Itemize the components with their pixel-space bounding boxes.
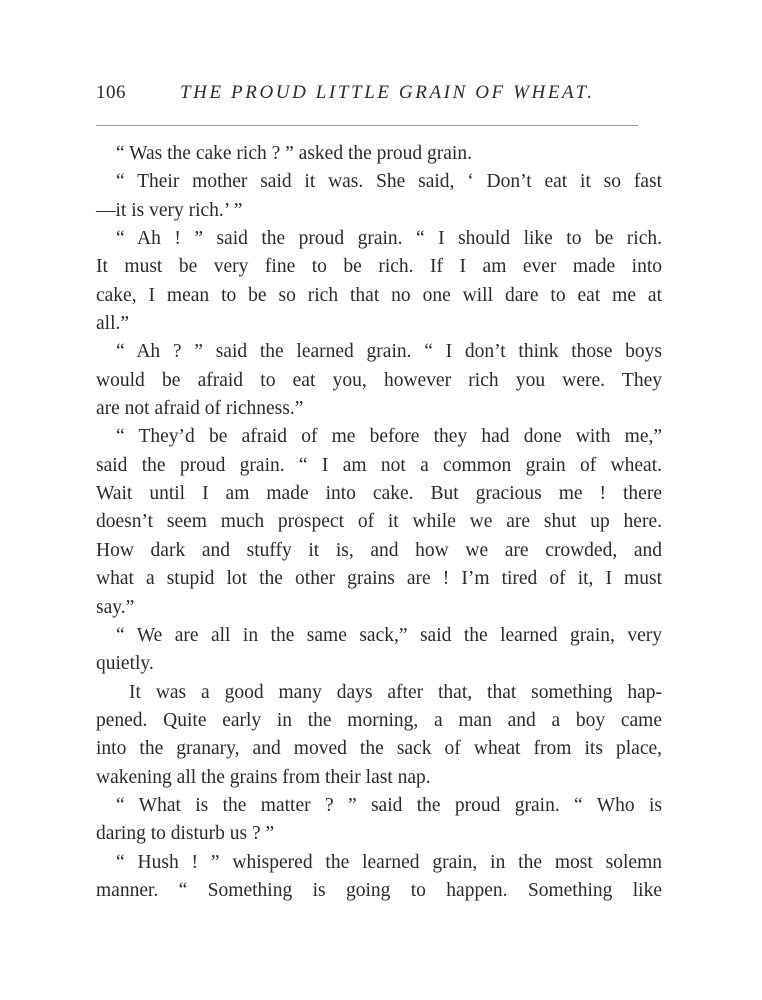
body-text [96, 140, 662, 905]
text-line: “ Hush ! ” whispered the learned grain, in the most solemn [116, 851, 662, 873]
running-head [96, 82, 636, 110]
text-line: into the granary, and moved the sack of wheat from its place, [96, 738, 662, 760]
running-title: THE PROUD LITTLE GRAIN OF WHEAT. [180, 82, 595, 103]
text-line: what a stupid lot the other grains are ! I’m tired of it, I must [96, 568, 662, 590]
text-line: It must be very fine to be rich. If I am ever made into [96, 256, 662, 278]
text-line: It was a good many days after that, that something hap- [129, 681, 662, 703]
page-number: 106 [96, 82, 126, 103]
text-line: said the proud grain. “ I am not a common grain of wheat. [96, 454, 662, 476]
text-line: quietly. [96, 653, 154, 675]
text-line: How dark and stuffy it is, and how we are crowded, and [96, 539, 662, 561]
text-line: all.” [96, 313, 130, 335]
text-line: manner. “ Something is going to happen. Something like [96, 879, 662, 901]
text-line: cake, I mean to be so rich that no one will dare to eat me at [96, 284, 662, 306]
text-line: Wait until I am made into cake. But gracious me ! there [96, 483, 662, 505]
text-line: pened. Quite early in the morning, a man and a boy came [96, 709, 662, 731]
text-line: wakening all the grains from their last nap. [96, 766, 431, 788]
text-line: “ We are all in the same sack,” said the learned grain, very [116, 624, 662, 646]
text-line: “ What is the matter ? ” said the proud grain. “ Who is [116, 794, 662, 816]
text-line: “ Ah ? ” said the learned grain. “ I don’t think those boys [116, 341, 662, 363]
text-line: “ Their mother said it was. She said, ‘ Don’t eat it so fast [116, 171, 662, 193]
text-line: —it is very rich.’ ” [96, 199, 243, 221]
text-line: “ Was the cake rich ? ” asked the proud grain. [116, 143, 472, 164]
text-line: daring to disturb us ? ” [96, 823, 275, 845]
header-rule [96, 125, 638, 126]
text-line: doesn’t seem much prospect of it while we are shut up here. [96, 511, 662, 533]
text-line: “ They’d be afraid of me before they had done with me,” [116, 426, 662, 448]
text-line: would be afraid to eat you, however rich you were. They [96, 369, 662, 391]
text-line: say.” [96, 596, 135, 618]
text-line: are not afraid of richness.” [96, 398, 304, 420]
text-line: “ Ah ! ” said the proud grain. “ I should like to be rich. [116, 228, 662, 250]
